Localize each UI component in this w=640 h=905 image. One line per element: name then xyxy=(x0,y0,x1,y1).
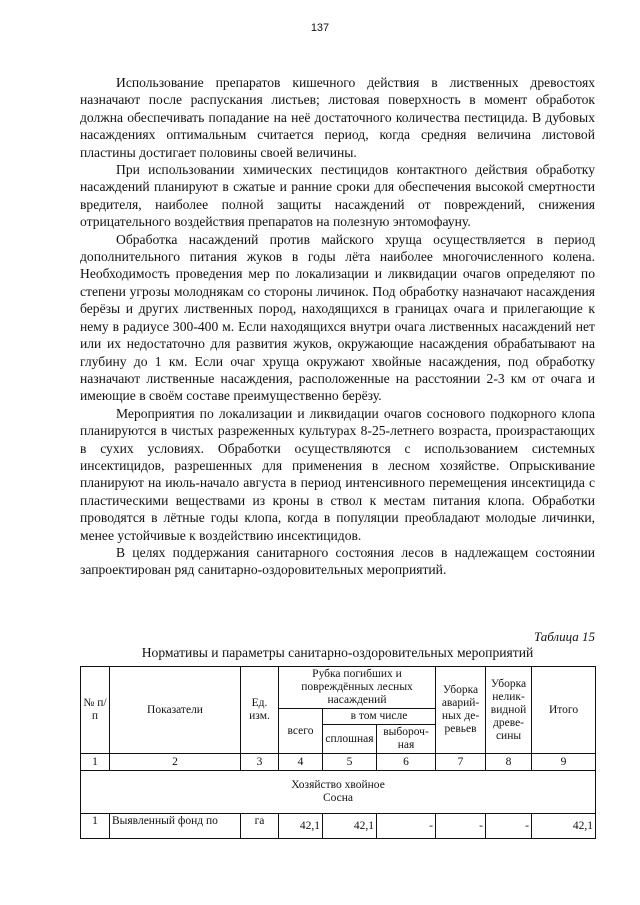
column-number: 5 xyxy=(323,754,377,771)
header-illiquid: Уборка нелик-видной древе-сины xyxy=(486,667,532,754)
paragraph: Мероприятия по локализации и ликвидации очагов соснового подкорного клопа планируются в чистых разреженных культурах 8-25-летнего возраста, произрастающих в сухих условиях. Обработки осуществляются с использованием системных инсектицидов, разрешенных для применения в лесном хозяйстве. Опрыскивание планируют на июль-начало августа в период интенсивного перемещения инсектицида с пластическими веществами из кроны в ствол к местам питания клопа. Обработки проводятся в лётные годы клопа, когда в популяции преобладают молодые личинки, менее устойчивые к воздействию инсектицидов. xyxy=(80,405,595,543)
column-number: 8 xyxy=(486,754,532,771)
paragraph: При использовании химических пестицидов контактного действия обработку насаждений планируют в сжатые и ранние сроки для обеспечения высокой смертности вредителя, наиболее полной защиты насаждений от повреждений, снижения отрицательного воздействия препаратов на полезную энтомофауну. xyxy=(80,162,595,230)
header-row xyxy=(81,667,596,709)
row-emergency: - xyxy=(436,814,486,839)
column-number: 9 xyxy=(532,754,596,771)
row-indicator: Выявленный фонд по xyxy=(110,814,241,839)
norms-table xyxy=(80,666,596,839)
paragraph: Использование препаратов кишечного действия в лиственных древостоях назначают после распускания листьев; листовая поверхность в момент обработок должна обеспечивать попадание на неё достаточного количества пестицида. В дубовых насаждениях оптимальным считается период, когда средняя величина листовой пластины достигает половины своей величины. xyxy=(80,75,595,160)
group-cell xyxy=(81,771,596,814)
page-number: 137 xyxy=(310,22,330,34)
column-number: 2 xyxy=(110,754,241,771)
header-indicator: Показатели xyxy=(110,667,241,754)
table-row xyxy=(81,814,596,839)
row-no: 1 xyxy=(81,814,110,839)
header-no: № п/п xyxy=(81,667,110,754)
paragraph: В целях поддержания санитарного состояния лесов в надлежащем состоянии запроектирован ряд санитарно-оздоровительных мероприятий. xyxy=(80,544,595,578)
column-number: 4 xyxy=(279,754,323,771)
row-selective: - xyxy=(377,814,436,839)
header-total: Итого xyxy=(532,667,596,754)
row-clear: 42,1 xyxy=(323,814,377,839)
body-text xyxy=(80,74,595,579)
column-number: 3 xyxy=(241,754,279,771)
row-illiquid: - xyxy=(486,814,532,839)
row-total: 42,1 xyxy=(532,814,596,839)
column-number-row xyxy=(81,754,596,771)
paragraph: Обработка насаждений против майского хруща осуществляется в период дополнительного питания жуков в годы лёта наиболее многочисленного колена. Необходимость проведения мер по локализации и ликвидации очагов определяют по степени угрозы молоднякам со стороны личинок. Под обработку назначают насаждения берёзы и других лиственных пород, находящихся в границах очага и прилегающие к нему в радиусе 300-400 м. Если находящихся внутри очага лиственных насаждений нет или их недостаточно для развития жуков, окружающие насаждения обрабатывают на глубину до 1 км. Если очаг хруща окружают хвойные насаждения, под обработку назначают лиственные насаждения, расположенные на расстоянии 2-3 км от очага и имеющие в своём составе преимущественно берёзу. xyxy=(80,231,595,404)
header-felling: Рубка погибших и повреждённых лесных насаждений xyxy=(279,667,436,709)
column-number: 6 xyxy=(377,754,436,771)
group-row xyxy=(81,771,596,814)
header-unit: Ед. изм. xyxy=(241,667,279,754)
header-selective: выбороч-ная xyxy=(377,725,436,754)
header-clear: сплошная xyxy=(323,725,377,754)
header-emergency: Уборка аварий-ных де-ревьев xyxy=(436,667,486,754)
column-number: 7 xyxy=(436,754,486,771)
column-number: 1 xyxy=(81,754,110,771)
row-unit: га xyxy=(241,814,279,839)
row-total-felling: 42,1 xyxy=(279,814,323,839)
table-label: Таблица 15 xyxy=(533,629,595,644)
header-including: в том числе xyxy=(323,709,436,725)
group-subtitle: Сосна xyxy=(322,792,354,804)
header-total-felling: всего xyxy=(279,709,323,754)
group-title: Хозяйство хвойное xyxy=(291,779,385,791)
table-caption: Нормативы и параметры санитарно-оздоровительных мероприятий xyxy=(141,645,534,660)
